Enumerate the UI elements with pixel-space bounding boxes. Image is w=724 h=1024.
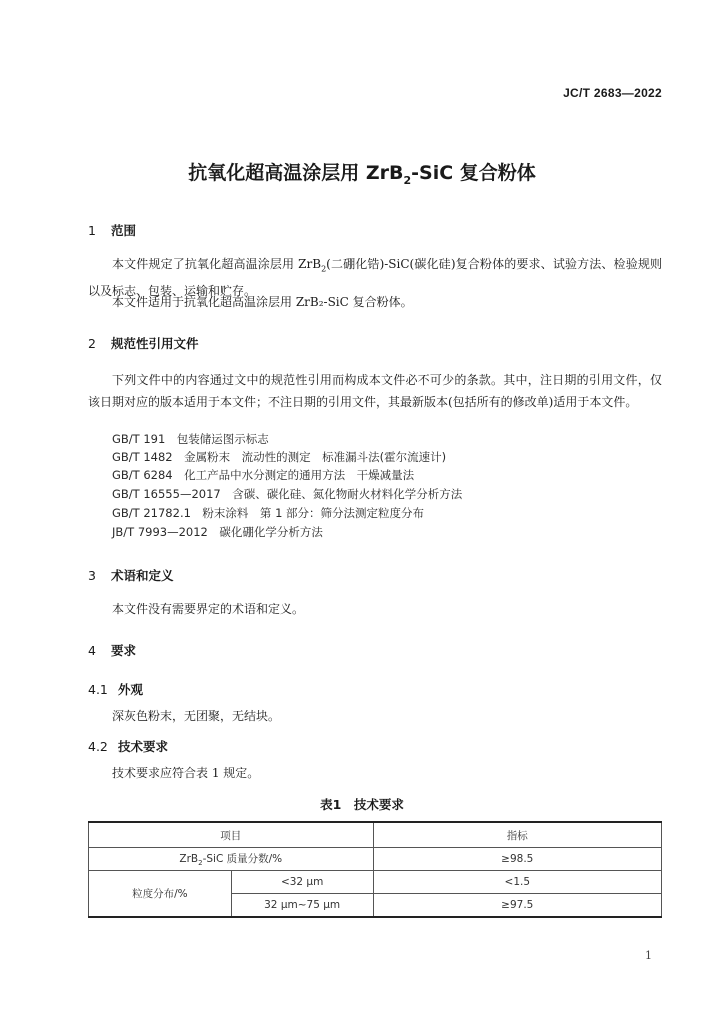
section-4-2-text: 技术要求应符合表 1 规定。	[112, 766, 260, 780]
row-value: <1.5	[373, 871, 661, 894]
section-title: 外观	[118, 682, 144, 697]
table-row	[89, 848, 662, 871]
section-title: 规范性引用文件	[111, 336, 199, 351]
reference-item: GB/T 6284 化工产品中水分测定的通用方法 干燥减量法	[112, 468, 415, 482]
section-4-heading	[88, 641, 136, 659]
row-value: ≥98.5	[373, 848, 661, 871]
section-title: 术语和定义	[111, 568, 174, 583]
section-number: 4	[88, 643, 96, 658]
row-sublabel: <32 μm	[231, 871, 373, 894]
title-suffix: -SiC 复合粉体	[411, 162, 536, 184]
table-row	[89, 871, 662, 894]
section-title: 要求	[111, 643, 137, 658]
section-1-paragraph-1: 本文件规定了抗氧化超高温涂层用 ZrB$_2$(二硼化锆)-SiC(碳化硅)复合粉体的要求、试验方法、检验规则以及标志、包装、运输和贮存。	[88, 257, 662, 299]
reference-item: JB/T 7993—2012 碳化硼化学分析方法	[112, 525, 323, 539]
reference-item: GB/T 191 包装储运图示标志	[112, 432, 269, 446]
header-item: 项目	[89, 822, 374, 848]
document-title	[0, 158, 724, 187]
header-index: 指标	[373, 822, 661, 848]
standard-code: JC/T 2683—2022	[563, 86, 662, 100]
row-label: ZrB$_2$-SiC 质量分数/%	[89, 848, 374, 871]
section-3-text: 本文件没有需要界定的术语和定义。	[112, 602, 305, 616]
section-number: 2	[88, 336, 96, 351]
table-header-row	[89, 822, 662, 848]
section-number: 4.2	[88, 739, 108, 754]
reference-item: GB/T 21782.1 粉末涂料 第 1 部分：筛分法测定粒度分布	[112, 506, 425, 520]
page-number: 1	[645, 949, 652, 962]
row-label: 粒度分布/%	[89, 871, 232, 918]
section-title: 技术要求	[118, 739, 169, 754]
row-value: ≥97.5	[373, 894, 661, 918]
table-caption: 表1 技术要求	[320, 797, 404, 812]
section-4-1-heading	[88, 680, 143, 698]
section-title: 范围	[111, 223, 137, 238]
section-2-intro: 下列文件中的内容通过文中的规范性引用而构成本文件必不可少的条款。其中，注日期的引用文件，仅该日期对应的版本适用于本文件；不注日期的引用文件，其最新版本(包括所有的修改单)适用于本文件。	[88, 373, 662, 409]
technical-requirements-table	[88, 821, 662, 918]
section-1-heading	[88, 221, 136, 239]
row-sublabel: 32 μm~75 μm	[231, 894, 373, 918]
section-3-heading	[88, 566, 174, 584]
section-number: 3	[88, 568, 96, 583]
section-1-paragraph-2: 本文件适用于抗氧化超高温涂层用 ZrB₂-SiC 复合粉体。	[112, 295, 413, 309]
reference-item: GB/T 1482 金属粉末 流动性的测定 标准漏斗法(霍尔流速计)	[112, 450, 447, 464]
title-subscript: 2	[403, 173, 412, 187]
section-number: 1	[88, 223, 96, 238]
reference-item: GB/T 16555—2017 含碳、碳化硅、氮化物耐火材料化学分析方法	[112, 487, 463, 501]
section-2-heading	[88, 334, 199, 352]
section-number: 4.1	[88, 682, 108, 697]
section-4-2-heading	[88, 737, 168, 755]
title-prefix: 抗氧化超高温涂层用 ZrB	[188, 162, 404, 184]
section-4-1-text: 深灰色粉末，无团聚，无结块。	[112, 709, 281, 723]
